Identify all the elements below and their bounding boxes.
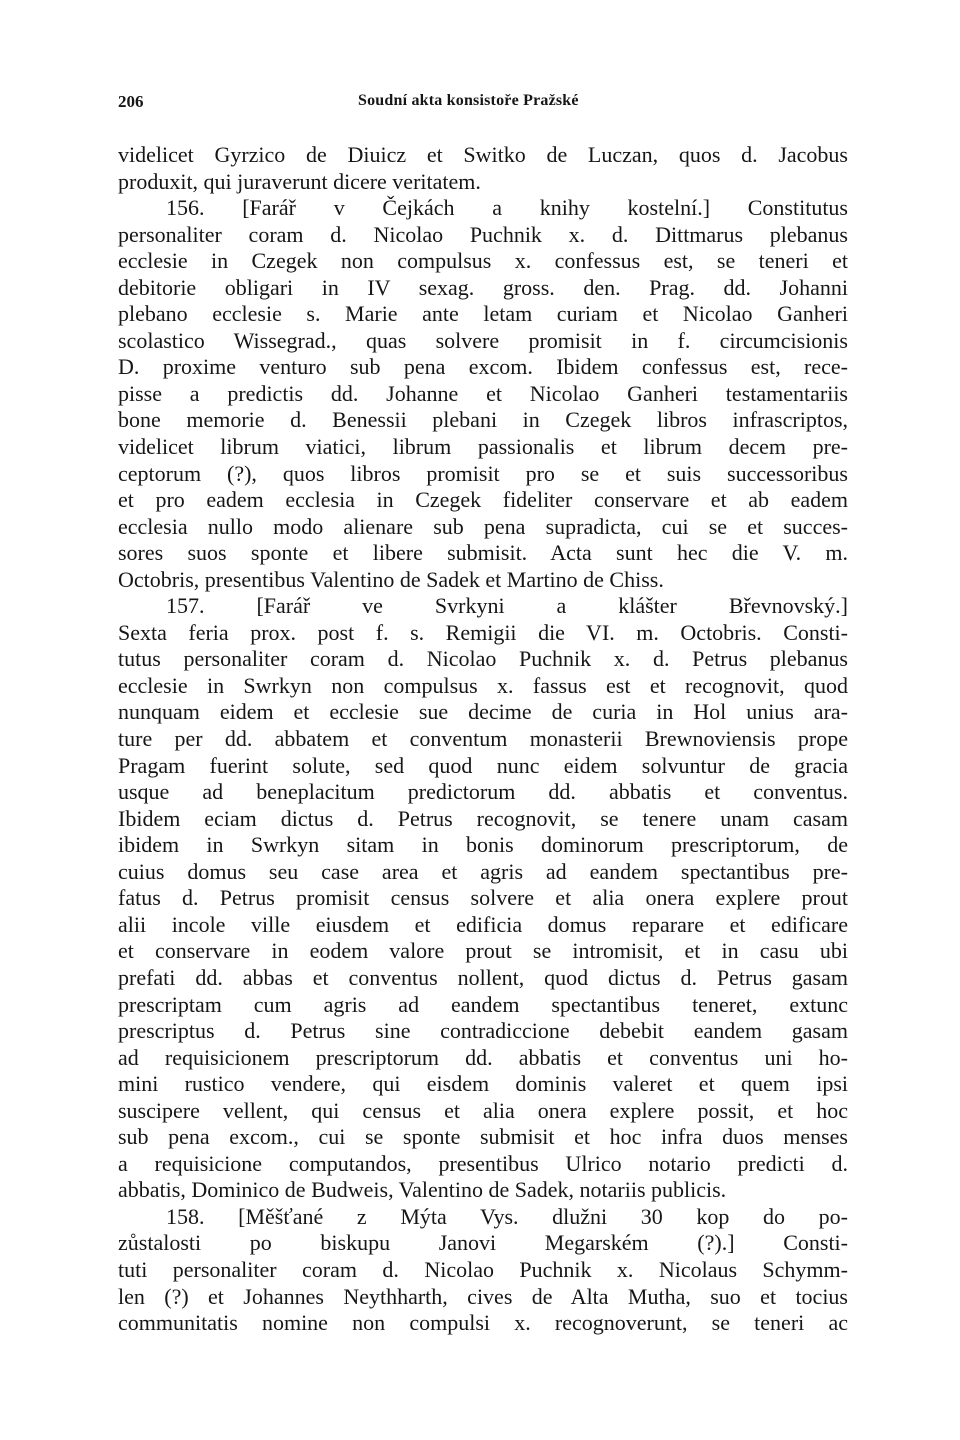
text-line: ecclesie in Swrkyn non compulsus x. fassus est et recognovit, quod [118, 672, 848, 698]
text-line: zůstalosti po biskupu Janovi Megarském (?).] Consti- [118, 1230, 848, 1256]
text-line: ture per dd. abbatem et conventum monasterii Brewnoviensis prope [118, 726, 848, 752]
text-line: videlicet librum viatici, librum passionalis et librum decem pre- [118, 434, 848, 460]
text-line: pisse a predictis dd. Johanne et Nicolao Ganheri testamentariis [118, 380, 848, 406]
text-line: 158. [Měšťané z Mýta Vys. dlužni 30 kop do po- [166, 1203, 848, 1229]
text-line: debitorie obligari in IV sexag. gross. den. Prag. dd. Johanni [118, 274, 848, 300]
text-line: ecclesie in Czegek non compulsus x. confessus est, se teneri et [118, 248, 848, 274]
text-line: fatus d. Petrus promisit census solvere et alia onera explere prout [118, 885, 848, 911]
text-line: mini rustico vendere, qui eisdem dominis valeret et quem ipsi [118, 1071, 848, 1097]
text-line: abbatis, Dominico de Budweis, Valentino de Sadek, notariis publicis. [118, 1177, 727, 1203]
text-line: ibidem in Swrkyn sitam in bonis dominorum prescriptorum, de [118, 832, 848, 858]
text-line: cuius domus seu case area et agris ad eandem spectantibus pre- [118, 858, 848, 884]
text-line: Sexta feria prox. post f. s. Remigii die VI. m. Octobris. Consti- [118, 619, 848, 645]
text-line: suscipere vellent, qui census et alia onera explere possit, et hoc [118, 1097, 848, 1123]
body-text [118, 142, 848, 1337]
text-line: Octobris, presentibus Valentino de Sadek et Martino de Chiss. [118, 566, 664, 592]
text-line: et pro eadem ecclesia in Czegek fideliter conservare et ab eadem [118, 487, 848, 513]
text-line: et conservare in eodem valore prout se intromisit, et in casu ubi [118, 938, 848, 964]
text-line: Ibidem eciam dictus d. Petrus recognovit, se tenere unam casam [118, 805, 848, 831]
text-line: bone memorie d. Benessii plebani in Czegek libros infrascriptos, [118, 407, 848, 433]
text-line: sores suos sponte et libere submisit. Acta sunt hec die V. m. [118, 540, 848, 566]
text-line: len (?) et Johannes Neythharth, cives de Alta Mutha, suo et tocius [118, 1283, 848, 1309]
text-line: ad requisicionem prescriptorum dd. abbatis et conventus uni ho- [118, 1044, 848, 1070]
text-line: prescriptus d. Petrus sine contradiccione debebit eandem gasam [118, 1018, 848, 1044]
text-line: produxit, qui juraverunt dicere veritatem. [118, 168, 481, 194]
text-line: 157. [Farář ve Svrkyni a klášter Břevnovský.] [166, 593, 848, 619]
text-line: Pragam fuerint solute, sed quod nunc eidem solvuntur de gracia [118, 752, 848, 778]
text-line: plebano ecclesie s. Marie ante letam curiam et Nicolao Ganheri [118, 301, 848, 327]
text-line: D. proxime venturo sub pena excom. Ibidem confessus est, rece- [118, 354, 848, 380]
text-line: 156. [Farář v Čejkách a knihy kostelní.] Constitutus [166, 195, 848, 221]
text-line: prefati dd. abbas et conventus nollent, quod dictus d. Petrus gasam [118, 964, 848, 990]
page-number: 206 [118, 92, 144, 111]
running-head [118, 92, 848, 116]
running-title: Soudní akta konsistoře Pražské [358, 92, 579, 109]
text-line: tuti personaliter coram d. Nicolao Puchnik x. Nicolaus Schymm- [118, 1256, 848, 1282]
text-line: ecclesia nullo modo alienare sub pena supradicta, cui se et succes- [118, 513, 848, 539]
text-line: prescriptam cum agris ad eandem spectantibus teneret, extunc [118, 991, 848, 1017]
text-line: usque ad beneplacitum predictorum dd. abbatis et conventus. [118, 779, 848, 805]
text-line: nunquam eidem et ecclesie sue decime de curia in Hol unius ara- [118, 699, 848, 725]
text-line: personaliter coram d. Nicolao Puchnik x. d. Dittmarus plebanus [118, 221, 848, 247]
text-line: communitatis nomine non compulsi x. recognoverunt, se teneri ac [118, 1310, 848, 1336]
text-line: tutus personaliter coram d. Nicolao Puchnik x. d. Petrus plebanus [118, 646, 848, 672]
text-line: videlicet Gyrzico de Diuicz et Switko de Luczan, quos d. Jacobus [118, 142, 848, 167]
text-line: ceptorum (?), quos libros promisit pro se et suis successoribus [118, 460, 848, 486]
text-line: sub pena excom., cui se sponte submisit et hoc infra duos menses [118, 1124, 848, 1150]
text-line: alii incole ville eiusdem et edificia domus reparare et edificare [118, 911, 848, 937]
text-line: scolastico Wissegrad., quas solvere promisit in f. circumcisionis [118, 327, 848, 353]
text-line: a requisicione computandos, presentibus Ulrico notario predicti d. [118, 1150, 848, 1176]
